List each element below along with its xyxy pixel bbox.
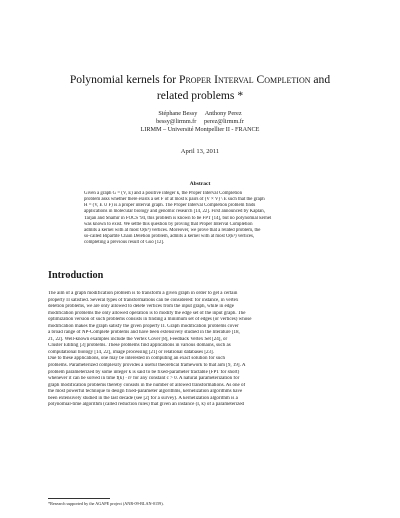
body-line: deletion problems, we are only allowed to delete vertices from the input graph, while in edge (48, 304, 234, 310)
body-line: polynomial-time algorithm (called reduction rules) that given an instance (I, k) of a parameterized (48, 402, 245, 408)
abstract-line: Given a graph G = (V, E) and a positive integer k, the Proper Interval Completion (84, 191, 243, 196)
abstract-line: applications in molecular biology and genomic research [14, 22]. First announced by Kaplan, (84, 209, 265, 215)
author-emails: bessy@lirmm.fr perez@lirmm.fr (156, 118, 244, 125)
author-block (40, 110, 360, 134)
body-line: been extensively studied in the last decade (see [2] for a survey). A kernelization algorithm is a (48, 395, 238, 401)
abstract-line: completing a previous result of Guo [12]. (84, 240, 165, 246)
body-line: computational biology [14, 22], image processing [21] or relational databases [23]. (48, 349, 214, 355)
title-line-2: related problems * (156, 88, 244, 102)
body-line: problem parameterized by some integer k is said to be fixed-parameter tractable (FPT for short) (48, 369, 240, 375)
body-line: Due to these applications, one may be interested in computing an exact solution for such (48, 356, 226, 362)
body-line: modification makes the graph satisfy the given property Π. Graph modification problems cover (48, 323, 239, 329)
body-line: 21, 22]. Well-known examples include the Vertex Cover [8], Feedback Vertex Set [24], or (48, 336, 228, 342)
abstract-line: Tarjan and Shamir in FOCS '94, this problem is known to be FPT [14], but no polynomial kernel (84, 215, 272, 221)
body-line: graph modification problems thereby consists in the number of allowed transformations. As one of (48, 382, 246, 388)
body-line: modification problems the only allowed operation is to modify the edge set of the input graph. The (48, 310, 246, 316)
abstract-line: admits a kernel with at most O(k³) vertices. Moreover, we prove that a related problem, the (84, 227, 261, 233)
author-names: Stéphane Bessy Anthony Perez (158, 110, 242, 117)
footnote-rule (48, 498, 110, 499)
body-line: property Π satisfied. Several types of transformations can be considered: for instance, in vertex (48, 297, 239, 303)
abstract-line: was known to exist. We settle this question by proving that Proper Interval Completion (84, 221, 253, 227)
footnote: *Research supported by the AGAPE project (ANR-09-BLAN-0159). (48, 501, 164, 506)
paper-date: April 13, 2011 (180, 148, 220, 155)
body-line: a broad range of NP-Complete problems and have been extensively studied in the literature [18, (48, 330, 240, 336)
body-line: whenever it can be solved in time f(k) · nᶜ for any constant c > 0. A natural parameterization for (48, 376, 240, 382)
body-line: problems. Parameterized complexity provides a useful theoretical framework to that aim [9, 19]. A (48, 363, 246, 369)
body-line: Cluster Editing [3] problems. These problems find applications in various domains, such as (48, 343, 231, 349)
body-line: the most powerful technique to design fixed-parameter algorithms, kernelization algorithms have (48, 389, 243, 395)
section-heading-introduction: Introduction (48, 270, 104, 281)
title-line-1: Polynomial kernels for Proper Interval Completion and (69, 73, 331, 86)
body-line: The aim of a graph modification problem is to transform a given graph in order to get a certain (48, 291, 238, 296)
paper-title (40, 72, 360, 103)
abstract-line: H = (V, E ∪ F) is a proper interval graph. The Proper Interval Completion problem finds (84, 203, 256, 209)
introduction-body (48, 291, 354, 409)
abstract-line: so-called Bipartite Chain Deletion problem, admits a kernel with at most O(k²) vertices, (84, 234, 255, 240)
abstract-line: problem asks whether there exists a set F of at most k pairs of (V × V) \ E such that the graph (84, 197, 265, 203)
abstract-text (84, 191, 316, 246)
body-line: optimization version of such problems consists in finding a minimum set of edges (or vertices) whose (48, 317, 252, 323)
abstract-heading: Abstract (189, 181, 211, 187)
author-affiliation: LIRMM – Université Montpellier II - FRANCE (140, 126, 260, 133)
